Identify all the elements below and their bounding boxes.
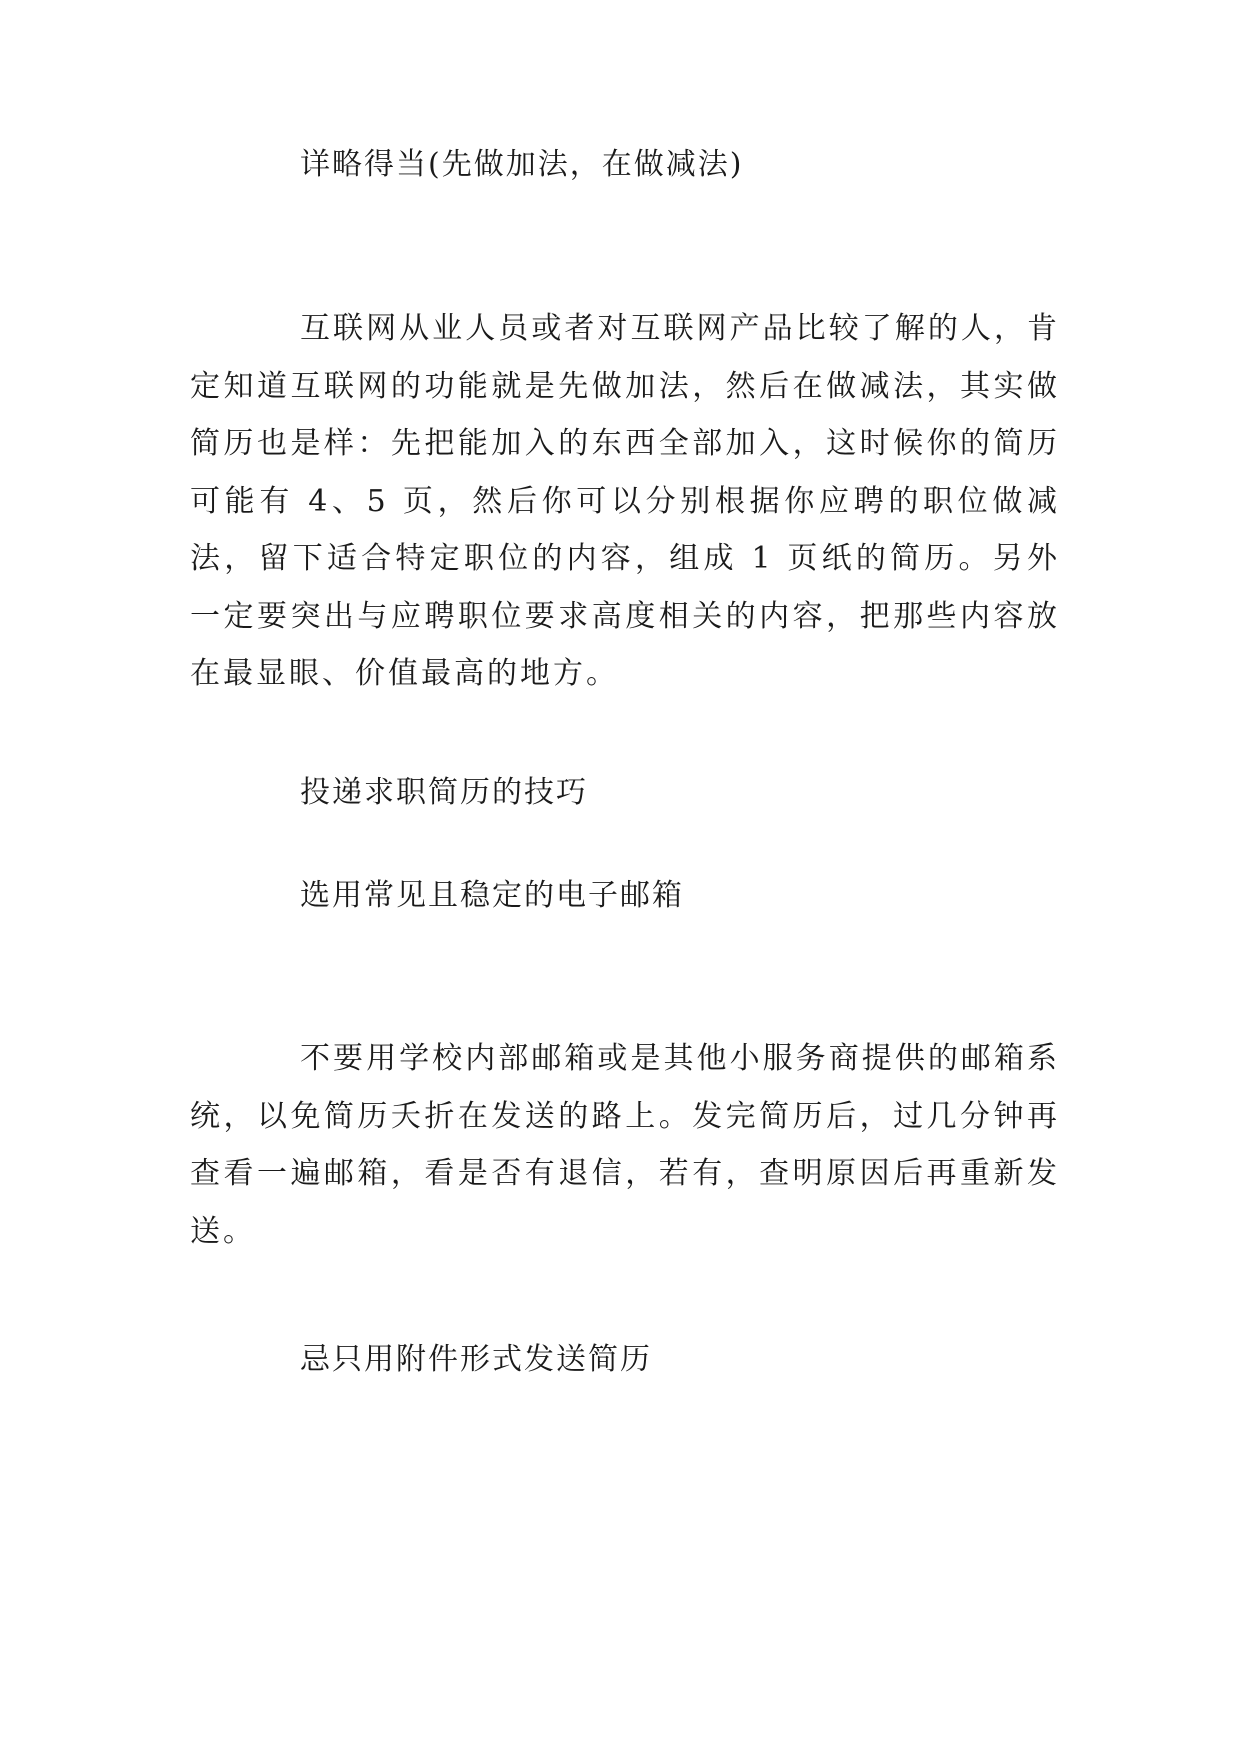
section-heading-detail-balance: 详略得当(先做加法，在做减法)	[300, 147, 744, 182]
section-heading-email-choice: 选用常见且稳定的电子邮箱	[300, 878, 684, 913]
section-heading-submission-tips: 投递求职简历的技巧	[300, 775, 588, 810]
paragraph-add-then-subtract: 互联网从业人员或者对互联网产品比较了解的人，肯定知道互联网的功能就是先做加法，然后在做减法，其实做简历也是样：先把能加入的东西全部加入，这时候你的简历可能有 4、5 页，然后你可以分别根据你应聘的职位做减法，留下适合特定职位的内容，组成 1 页纸的简历。另外一定要突出与应聘职位要求高度相关的内容，把那些内容放在最显眼、价值最高的地方。	[190, 311, 1060, 691]
paragraph-email-advice: 不要用学校内部邮箱或是其他小服务商提供的邮箱系统，以免简历夭折在发送的路上。发完简历后，过几分钟再查看一遍邮箱，看是否有退信，若有，查明原因后再重新发送。	[190, 1041, 1060, 1249]
section-heading-attachment-warning: 忌只用附件形式发送简历	[300, 1342, 652, 1377]
